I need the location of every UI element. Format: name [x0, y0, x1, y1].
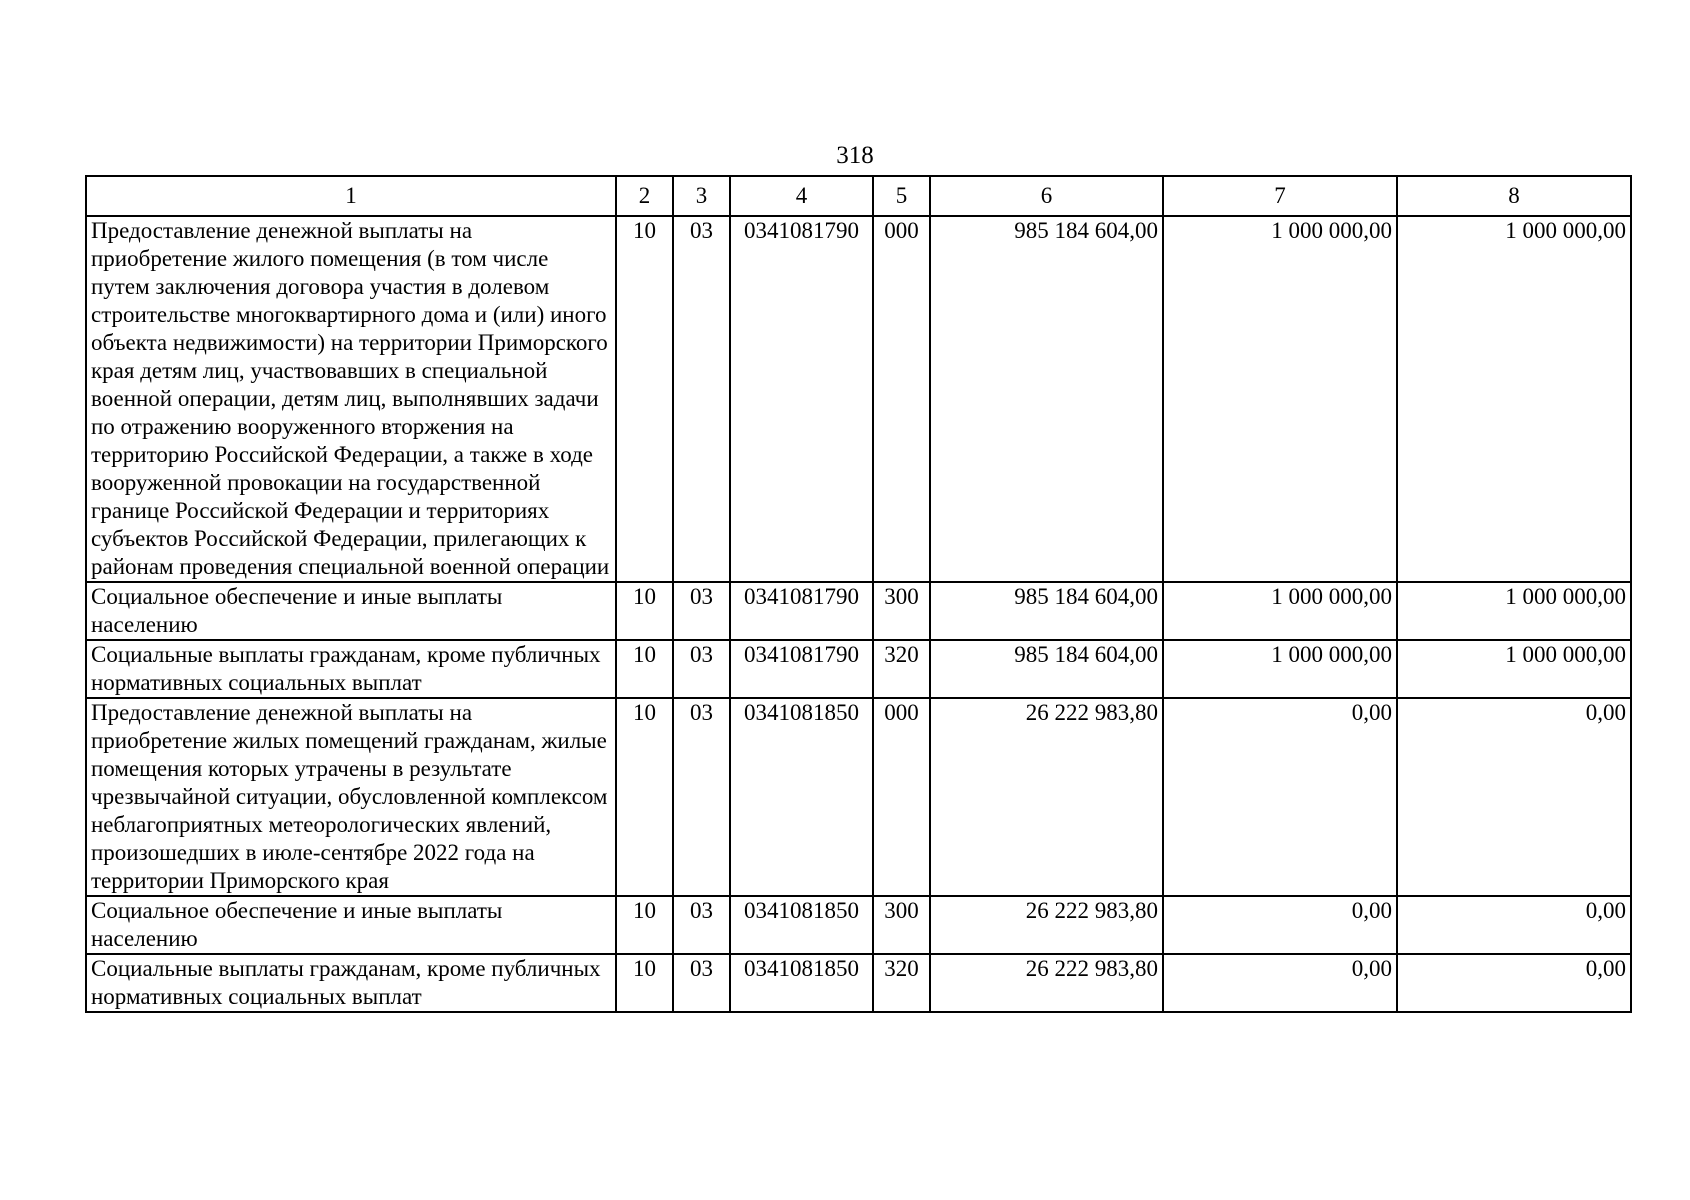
row-amount-col8: 0,00: [1397, 896, 1631, 954]
column-header: 2: [616, 176, 673, 216]
row-section: 10: [616, 640, 673, 698]
column-header: 5: [873, 176, 930, 216]
column-header: 7: [1163, 176, 1397, 216]
row-subsection: 03: [673, 698, 730, 896]
row-amount-col7: 0,00: [1163, 896, 1397, 954]
row-amount-col8: 0,00: [1397, 698, 1631, 896]
column-header: 8: [1397, 176, 1631, 216]
row-section: 10: [616, 216, 673, 582]
row-expense-type: 320: [873, 954, 930, 1012]
row-section: 10: [616, 896, 673, 954]
row-amount-col7: 0,00: [1163, 698, 1397, 896]
row-subsection: 03: [673, 954, 730, 1012]
row-subsection: 03: [673, 216, 730, 582]
row-subsection: 03: [673, 640, 730, 698]
row-subsection: 03: [673, 896, 730, 954]
row-expense-type: 000: [873, 698, 930, 896]
column-header: 1: [86, 176, 616, 216]
row-name: Социальное обеспечение и иные выплаты населению: [86, 896, 616, 954]
row-amount-col8: 1 000 000,00: [1397, 216, 1631, 582]
column-header: 4: [730, 176, 873, 216]
row-amount-col7: 1 000 000,00: [1163, 216, 1397, 582]
table-row: [86, 896, 1631, 954]
row-subsection: 03: [673, 582, 730, 640]
row-expense-type: 300: [873, 896, 930, 954]
row-amount-col6: 985 184 604,00: [930, 640, 1163, 698]
row-expense-type: 300: [873, 582, 930, 640]
row-section: 10: [616, 582, 673, 640]
row-amount-col7: 1 000 000,00: [1163, 640, 1397, 698]
row-name: Предоставление денежной выплаты на приобретение жилых помещений гражданам, жилые помещения которых утрачены в результате чрезвычайной ситуации, обусловленной комплексом неблагоприятных метеорологических явлений, произошедших в июле-сентябре 2022 года на территории Приморского края: [86, 698, 616, 896]
row-expense-type: 320: [873, 640, 930, 698]
row-amount-col6: 985 184 604,00: [930, 582, 1163, 640]
row-expense-type: 000: [873, 216, 930, 582]
row-name: Социальные выплаты гражданам, кроме публичных нормативных социальных выплат: [86, 640, 616, 698]
row-target-code: 0341081790: [730, 216, 873, 582]
row-target-code: 0341081790: [730, 640, 873, 698]
row-section: 10: [616, 698, 673, 896]
row-name: Социальные выплаты гражданам, кроме публичных нормативных социальных выплат: [86, 954, 616, 1012]
row-amount-col8: 0,00: [1397, 954, 1631, 1012]
budget-table: [85, 175, 1632, 1013]
row-amount-col6: 26 222 983,80: [930, 954, 1163, 1012]
table-row: [86, 640, 1631, 698]
table-row: [86, 954, 1631, 1012]
row-target-code: 0341081850: [730, 954, 873, 1012]
row-name: Социальное обеспечение и иные выплаты населению: [86, 582, 616, 640]
row-amount-col6: 26 222 983,80: [930, 896, 1163, 954]
table-row: [86, 216, 1631, 582]
row-amount-col6: 985 184 604,00: [930, 216, 1163, 582]
row-amount-col8: 1 000 000,00: [1397, 582, 1631, 640]
row-name: Предоставление денежной выплаты на приобретение жилого помещения (в том числе путем заключения договора участия в долевом строительстве многоквартирного дома и (или) иного объекта недвижимости) на территории Приморского края детям лиц, участвовавших в специальной военной операции, детям лиц, выполнявших задачи по отражению вооруженного вторжения на территорию Российской Федерации, а также в ходе вооруженной провокации на государственной границе Российской Федерации и территориях субъектов Российской Федерации, прилегающих к районам проведения специальной военной операции: [86, 216, 616, 582]
column-header: 6: [930, 176, 1163, 216]
column-header: 3: [673, 176, 730, 216]
header-row: [86, 176, 1631, 216]
row-amount-col7: 1 000 000,00: [1163, 582, 1397, 640]
table-row: [86, 582, 1631, 640]
row-target-code: 0341081850: [730, 698, 873, 896]
row-target-code: 0341081790: [730, 582, 873, 640]
row-amount-col8: 1 000 000,00: [1397, 640, 1631, 698]
row-amount-col6: 26 222 983,80: [930, 698, 1163, 896]
table-row: [86, 698, 1631, 896]
row-target-code: 0341081850: [730, 896, 873, 954]
row-amount-col7: 0,00: [1163, 954, 1397, 1012]
page-number: 318: [836, 142, 874, 169]
row-section: 10: [616, 954, 673, 1012]
